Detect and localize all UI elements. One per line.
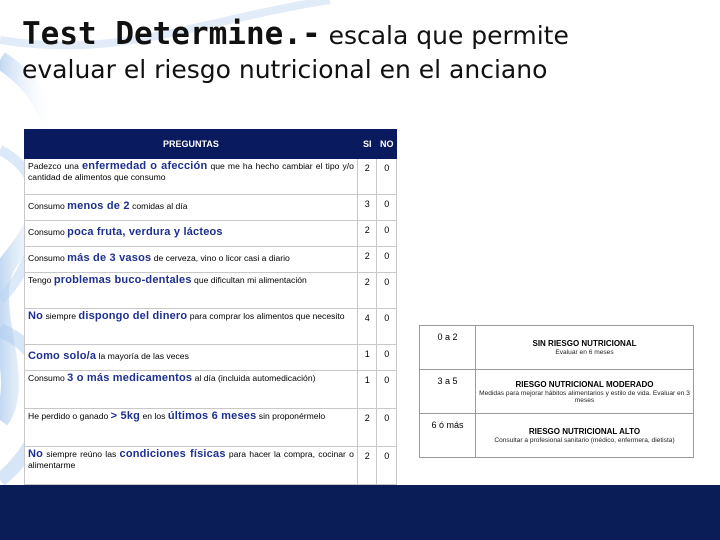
question-text: siempre (43, 311, 79, 321)
question-text: en los (140, 411, 168, 421)
no-score: 0 (377, 409, 397, 447)
question-cell (25, 371, 358, 409)
question-text: que me ha hecho cambiar el tipo y/o cantidad de alimentos que consumo (28, 161, 354, 182)
question-text: Tengo (28, 275, 54, 285)
question-text: la mayoría de las veces (96, 351, 189, 361)
table-row (25, 309, 397, 345)
result-cell (476, 326, 694, 370)
slide-title (22, 16, 712, 85)
results-table (419, 325, 694, 458)
question-highlight: problemas buco-dentales (53, 274, 192, 286)
table-row (25, 409, 397, 447)
table-row (25, 371, 397, 409)
question-text: al día (incluida automedicación) (192, 373, 316, 383)
title-bold: Test Determine.- (22, 16, 321, 52)
result-row (420, 414, 694, 458)
result-score: 0 a 2 (420, 326, 476, 370)
question-cell (25, 309, 358, 345)
result-score: 6 ó más (420, 414, 476, 458)
result-description: Medidas para mejorar hábitos alimentarios y estilo de vida. Evaluar en 3 meses (479, 389, 690, 404)
question-text: que dificultan mi alimentación (191, 275, 307, 285)
question-text: Padezco una (28, 161, 82, 171)
question-text: siempre reúno las (43, 449, 120, 459)
question-highlight: poca fruta, verdura y lácteos (67, 226, 223, 238)
si-score: 2 (357, 221, 377, 247)
no-score: 0 (377, 273, 397, 309)
question-highlight: 3 o más medicamentos (67, 372, 193, 384)
title-line2: evaluar el riesgo nutricional en el anciano (22, 55, 548, 85)
question-cell (25, 409, 358, 447)
question-highlight: dispongo del dinero (78, 310, 188, 322)
result-cell (476, 414, 694, 458)
no-score: 0 (377, 159, 397, 195)
question-cell (25, 273, 358, 309)
question-cell (25, 195, 358, 221)
table-row (25, 273, 397, 309)
question-text: Consumo (28, 253, 68, 263)
no-score: 0 (377, 371, 397, 409)
footer-bar (0, 485, 720, 540)
si-score: 1 (357, 345, 377, 371)
si-score: 2 (357, 273, 377, 309)
table-row (25, 221, 397, 247)
si-score: 2 (357, 447, 377, 485)
si-score: 3 (357, 195, 377, 221)
si-score: 2 (357, 159, 377, 195)
question-cell (25, 447, 358, 485)
result-title: RIESGO NUTRICIONAL ALTO (528, 427, 641, 436)
header-preguntas: PREGUNTAS (25, 130, 358, 159)
no-score: 0 (377, 447, 397, 485)
si-score: 2 (357, 247, 377, 273)
question-cell (25, 159, 358, 195)
question-highlight: No (28, 310, 44, 322)
table-header-row (25, 130, 397, 159)
question-highlight: Como solo/a (28, 350, 97, 362)
no-score: 0 (377, 195, 397, 221)
result-title: RIESGO NUTRICIONAL MODERADO (515, 379, 654, 389)
question-highlight: más de 3 vasos (67, 252, 152, 264)
table-row (25, 159, 397, 195)
questions-table (24, 129, 397, 485)
question-highlight: enfermedad o afección (81, 160, 208, 172)
question-text: para comprar los alimentos que necesito (187, 311, 345, 321)
si-score: 4 (357, 309, 377, 345)
question-text: He perdido o ganado (28, 411, 111, 421)
question-highlight: > 5kg (110, 410, 141, 422)
table-row (25, 195, 397, 221)
question-highlight: condiciones físicas (119, 448, 226, 460)
table-row (25, 447, 397, 485)
table-row (25, 247, 397, 273)
result-description: Consultar a profesional sanitario (médico, enfermera, dietista) (494, 437, 675, 444)
question-highlight: últimos 6 meses (167, 410, 257, 422)
question-highlight: No (28, 448, 44, 460)
header-si: SI (357, 130, 377, 159)
question-text: Consumo (28, 373, 68, 383)
table-row (25, 345, 397, 371)
result-row (420, 326, 694, 370)
header-no: NO (377, 130, 397, 159)
question-text: para hacer la compra, cocinar o alimentarme (28, 449, 354, 470)
si-score: 1 (357, 371, 377, 409)
result-row (420, 370, 694, 414)
no-score: 0 (377, 247, 397, 273)
question-text: sin proponérmelo (256, 411, 326, 421)
question-cell (25, 247, 358, 273)
title-rest: escala que permite (320, 21, 569, 50)
no-score: 0 (377, 309, 397, 345)
result-score: 3 a 5 (420, 370, 476, 414)
result-description: Evaluar en 6 meses (555, 349, 614, 356)
question-text: de cerveza, vino o licor casi a diario (151, 253, 290, 263)
question-text: Consumo (28, 201, 68, 211)
question-cell (25, 221, 358, 247)
question-cell (25, 345, 358, 371)
si-score: 2 (357, 409, 377, 447)
result-title: SIN RIESGO NUTRICIONAL (532, 339, 637, 348)
question-text: comidas al día (129, 201, 188, 211)
no-score: 0 (377, 345, 397, 371)
question-text: Consumo (28, 227, 68, 237)
result-cell (476, 370, 694, 414)
question-highlight: menos de 2 (67, 200, 130, 212)
no-score: 0 (377, 221, 397, 247)
